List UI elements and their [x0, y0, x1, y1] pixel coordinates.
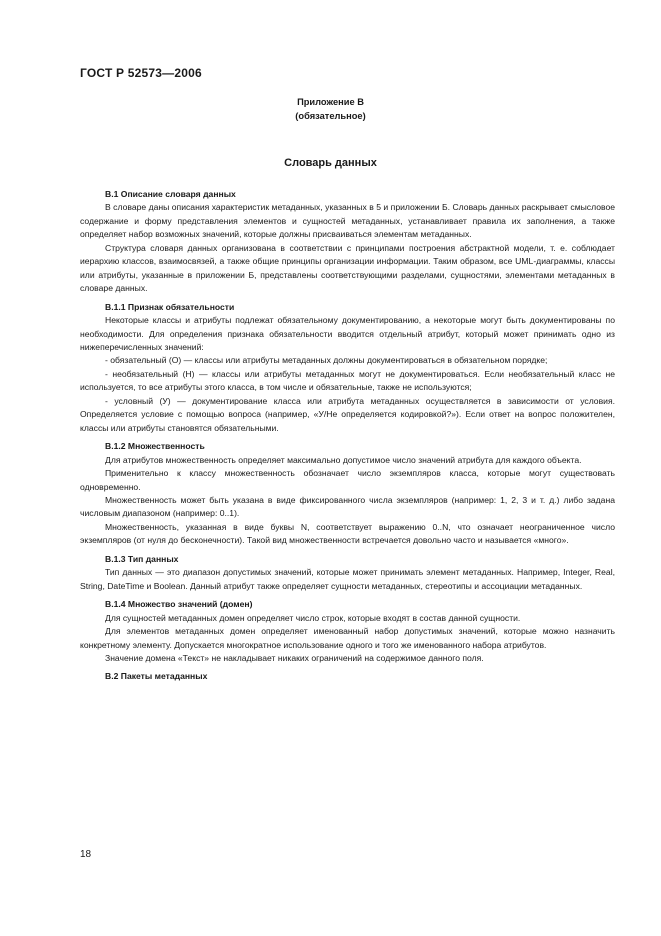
paragraph: Для сущностей метаданных домен определяет число строк, которые входят в состав данной сущности.: [105, 612, 521, 623]
annex-heading: [0, 95, 661, 123]
annex-title: Приложение В: [297, 97, 364, 107]
section-heading: В.1.2 Множественность: [105, 441, 205, 452]
paragraph: Значение домена «Текст» не накладывает никаких ограничений на содержимое данного поля.: [105, 652, 484, 663]
annex-status: (обязательное): [295, 111, 366, 121]
list-item: - необязательный (Н) — классы или атрибуты метаданных могут не документироваться. Если необязательный класс не используется, то все атрибуты этого класса, в том числе и обязательные, также не используются;: [80, 368, 615, 393]
document-body: [80, 188, 615, 684]
page-number: 18: [80, 849, 92, 860]
paragraph: Структура словаря данных организована в соответствии с принципами построения абстрактной модели, т. е. соблюдает иерархию классов, взаимосвязей, а также общие принципы организации информации. Таким образом, все UML-диаграммы, классы или атрибуты, указанные в приложении Б, представлены соответствующими разделами, сущностями, элементами метаданных в словаре данных.: [80, 242, 615, 294]
paragraph: Множественность может быть указана в виде фиксированного числа экземпляров (например: 1, 2, 3 и т. д.) либо задана числовым диапазоном (например: 0..1).: [80, 494, 615, 519]
document-title: Словарь данных: [284, 157, 377, 169]
paragraph: Некоторые классы и атрибуты подлежат обязательному документированию, а некоторые могут быть документированы по необходимости. Для определения признака обязательности вводится отдельный атрибут, который может принимать одно из нижеперечисленных значений:: [80, 315, 615, 352]
section-heading: В.1.1 Признак обязательности: [105, 301, 235, 312]
paragraph: В словаре даны описания характеристик метаданных, указанных в 5 и приложении Б. Словарь данных раскрывает смысловое содержание и форму представления элементов и сущностей метаданных, устанавливает правила их заполнения, а также определяет набор возможных значений, которые должны присваиваться элементам метаданных.: [80, 202, 615, 240]
section-heading: В.1 Описание словаря данных: [105, 189, 236, 199]
paragraph: Для атрибутов множественность определяет максимально допустимое число значений атрибута для каждого объекта.: [105, 454, 582, 465]
paragraph: Для элементов метаданных домен определяет именованный набор допустимых значений, которые можно назначить конкретному элементу. Допускается многократное использование одного и того же именованного набора атрибутов.: [80, 626, 615, 650]
list-item: - обязательный (О) — классы или атрибуты метаданных должны документироваться в обязательном порядке;: [105, 355, 548, 366]
section-heading: В.1.4 Множество значений (домен): [105, 599, 253, 610]
paragraph: Множественность, указанная в виде буквы N, соответствует выражению 0..N, что означает неограниченное число экземпляров (от нуля до бесконечности). Такой вид множественности встречается довольно часто и называется «много».: [80, 521, 615, 546]
paragraph: Применительно к классу множественность обозначает число экземпляров класса, которые могут существовать одновременно.: [80, 468, 615, 492]
paragraph: Тип данных — это диапазон допустимых значений, которые может принимать элемент метаданных. Например, Integer, Real, String, DateTime и Boolean. Данный атрибут также определяет сущности метаданных, стереотипы и ассоциации метаданных.: [80, 567, 615, 591]
section-heading: В.1.3 Тип данных: [105, 553, 179, 564]
list-item: - условный (У) — документирование класса или атрибута метаданных осуществляется в зависимости от условия. Определяется условие с помощью вопроса (например, «У/Не определяется кодировкой?»). Если ответ на вопрос положителен, классы или атрибуты становятся обязательными.: [80, 395, 615, 433]
section-heading: В.2 Пакеты метаданных: [105, 671, 208, 682]
document-id-header: ГОСТ Р 52573—2006: [80, 66, 202, 80]
